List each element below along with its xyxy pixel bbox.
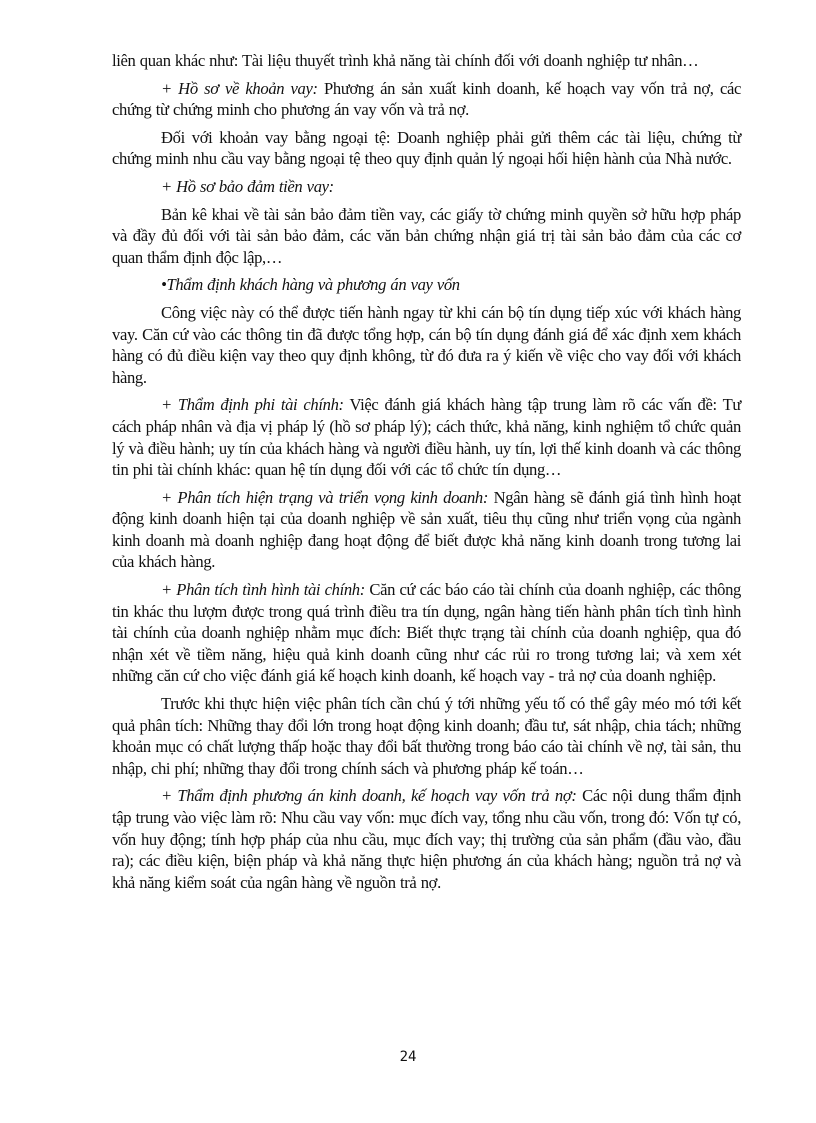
paragraph-text: Phương án sản xuất kinh doanh, kế hoạch vay vốn trả nợ, các chứng từ chứng minh cho phương án vay vốn và trả nợ.: [112, 78, 741, 120]
paragraph-lead: + Thẩm định phương án kinh doanh, kế hoạch vay vốn trả nợ:: [161, 786, 577, 806]
paragraph: [112, 693, 741, 779]
paragraph-text: Bản kê khai về tài sản bảo đảm tiền vay, các giấy tờ chứng minh quyền sở hữu hợp pháp và đầy đủ đối với tài sản bảo đảm, các văn bản chứng nhận giá trị tài sản bảo đảm của các cơ quan thẩm định độc lập,…: [112, 204, 741, 267]
document-body: [112, 50, 741, 899]
paragraph-lead: + Hồ sơ bảo đảm tiền vay:: [161, 176, 334, 196]
paragraph-lead: + Hồ sơ về khoản vay:: [161, 78, 318, 98]
paragraph: [112, 785, 741, 893]
paragraph: [112, 579, 741, 687]
paragraph-text: liên quan khác như: Tài liệu thuyết trình khả năng tài chính đối với doanh nghiệp tư nhân…: [112, 51, 699, 70]
paragraph-text: Ngân hàng sẽ đánh giá tình hình hoạt động kinh doanh hiện tại của doanh nghiệp về sản xuất, tiêu thụ cũng như triển vọng của ngành kinh doanh mà doanh nghiệp đang hoạt động để biết được khả năng kinh doanh trong tương lai của khách hàng.: [112, 487, 741, 572]
paragraph-lead: + Phân tích hiện trạng và triển vọng kinh doanh:: [161, 487, 489, 507]
paragraph: [112, 274, 741, 296]
paragraph: [112, 487, 741, 573]
paragraph: [112, 78, 741, 121]
paragraph: [112, 176, 741, 198]
paragraph-text: Các nội dung thẩm định tập trung vào việc làm rõ: Nhu cầu vay vốn: mục đích vay, tổng nhu cầu vốn, trong đó: Vốn tự có, vốn huy động; tính hợp pháp của nhu cầu, mục đích vay; thị trường của sản phẩm (đầu vào, đầu ra); các điều kiện, biện pháp và khả năng thực hiện phương án của khách hàng; nguồn trả nợ và khả năng kiểm soát của ngân hàng về nguồn trả nợ.: [112, 786, 741, 892]
page-number: 24: [399, 1049, 417, 1065]
paragraph: [112, 394, 741, 480]
paragraph-lead: + Phân tích tình hình tài chính:: [161, 580, 365, 600]
paragraph: [112, 50, 741, 72]
paragraph-text: Việc đánh giá khách hàng tập trung làm rõ các vấn đề: Tư cách pháp nhân và địa vị pháp lý (hồ sơ pháp lý); cách thức, khả năng, kinh nghiệm tổ chức quản lý và điều hành; uy tín của khách hàng và người điều hành, uy tín, lợi thế kinh doanh và các thông tin phi tài chính khác: quan hệ tín dụng đối với các tổ chức tín dụng…: [112, 395, 741, 480]
paragraph: [112, 302, 741, 388]
paragraph-lead: + Thẩm định phi tài chính:: [161, 395, 344, 415]
paragraph-text: Căn cứ các báo cáo tài chính của doanh nghiệp, các thông tin khác thu lượm được trong quá trình điều tra tín dụng, ngân hàng tiến hành phân tích tình hình tài chính của doanh nghiệp nhằm mục đích: Biết thực trạng tài chính của doanh nghiệp, qua đó nhận xét về tiềm năng, hiệu quả kinh doanh cũng như các rủi ro trong tương lai; và xem xét những căn cứ cho việc đánh giá kế hoạch kinh doanh, kế hoạch vay - trả nợ của doanh nghiệp.: [112, 580, 741, 686]
paragraph-lead: •Thẩm định khách hàng và phương án vay vốn: [161, 275, 460, 295]
paragraph: [112, 204, 741, 269]
paragraph-text: Trước khi thực hiện việc phân tích cần chú ý tới những yếu tố có thể gây méo mó tới kết quả phân tích: Những thay đổi lớn trong hoạt động kinh doanh; đầu tư, sát nhập, chia tách; những khoản mục có chất lượng thấp hoặc thay đổi bất thường trong báo cáo tài chính về nợ, tài sản, thu nhập, chi phí; những thay đổi trong chính sách và phương pháp kế toán…: [112, 694, 741, 778]
paragraph: [112, 127, 741, 170]
paragraph-text: Công việc này có thể được tiến hành ngay từ khi cán bộ tín dụng tiếp xúc với khách hàng vay. Căn cứ vào các thông tin đã được tổng hợp, cán bộ tín dụng đánh giá để xác định xem khách hàng có đủ điều kiện vay theo quy định không, từ đó đưa ra ý kiến về việc cho vay đối với khách hàng.: [112, 302, 741, 387]
paragraph-text: Đối với khoản vay bằng ngoại tệ: Doanh nghiệp phải gửi thêm các tài liệu, chứng từ chứng minh nhu cầu vay bằng ngoại tệ theo quy định quản lý ngoại hối hiện hành của Nhà nước.: [112, 127, 741, 169]
